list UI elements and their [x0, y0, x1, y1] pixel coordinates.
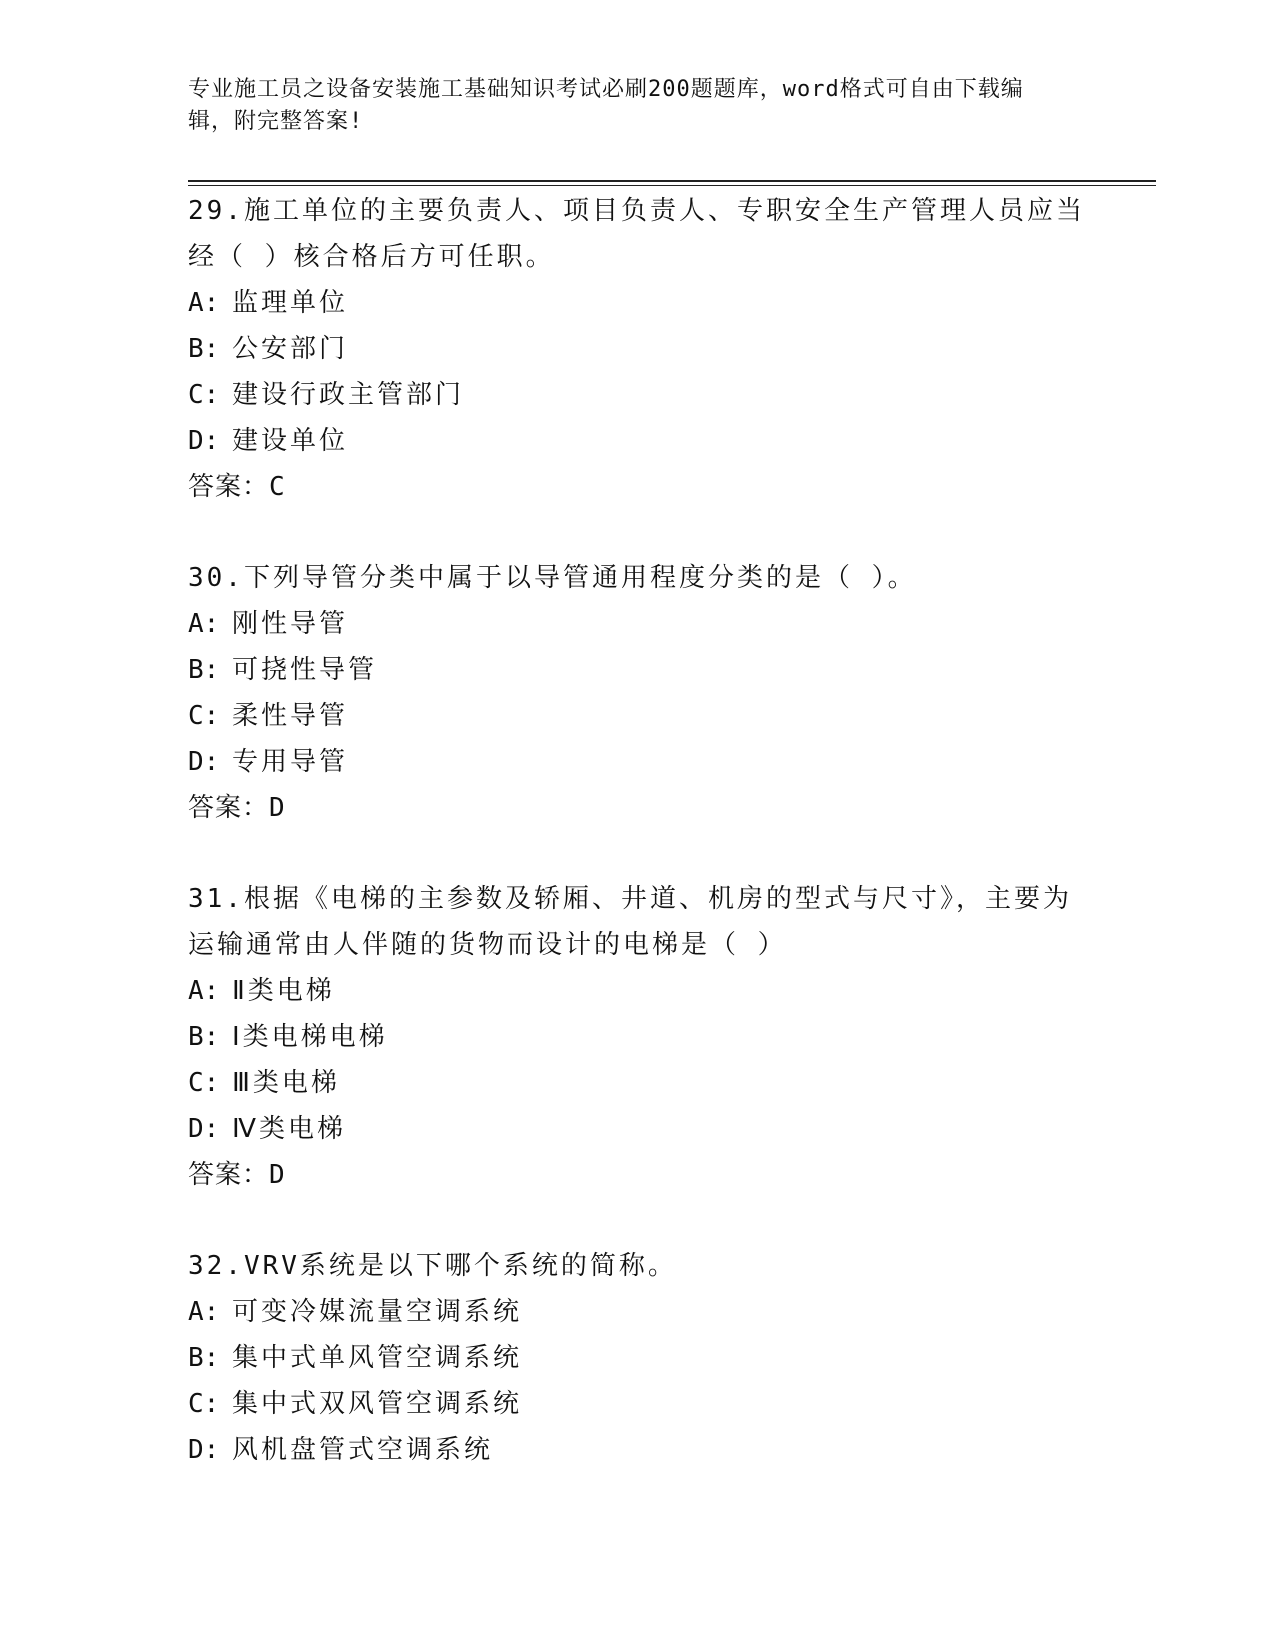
option-text: Ⅱ类电梯	[232, 976, 335, 1006]
document-header: 专业施工员之设备安装施工基础知识考试必刷200题题库，word格式可自由下载编辑，附完整答案!	[188, 77, 1024, 134]
option-text: 集中式双风管空调系统	[232, 1389, 523, 1419]
answer-value: D	[269, 1160, 285, 1190]
answer-label: 答案：	[188, 472, 270, 502]
option-text: 风机盘管式空调系统	[232, 1435, 494, 1465]
option-a	[188, 280, 1088, 326]
option-text: 建设行政主管部门	[232, 380, 465, 410]
option-d	[188, 1106, 1088, 1152]
option-a	[188, 601, 1088, 647]
option-key: D:	[188, 1114, 220, 1144]
option-c	[188, 693, 1088, 739]
option-key: A:	[188, 976, 220, 1006]
option-text: 集中式单风管空调系统	[232, 1343, 523, 1373]
option-b	[188, 647, 1088, 693]
answer-label: 答案：	[188, 793, 270, 823]
option-b	[188, 1335, 1088, 1381]
option-c	[188, 1381, 1088, 1427]
option-key: C:	[188, 1068, 220, 1098]
question-stem: 31.根据《电梯的主参数及轿厢、井道、机房的型式与尺寸》，主要为运输通常由人伴随的货物而设计的电梯是（ ）	[188, 884, 1072, 960]
question-stem: 29.施工单位的主要负责人、项目负责人、专职安全生产管理人员应当经（ ）核合格后方可任职。	[188, 196, 1085, 272]
question-30	[188, 555, 1088, 831]
option-text: 公安部门	[232, 334, 349, 364]
option-b	[188, 1014, 1088, 1060]
answer-value: D	[269, 793, 285, 823]
option-text: 刚性导管	[232, 609, 349, 639]
answer-label: 答案：	[188, 1160, 270, 1190]
option-d	[188, 418, 1088, 464]
answer-value: C	[269, 472, 285, 502]
question-29	[188, 188, 1088, 510]
answer-line	[188, 785, 1088, 831]
option-text: 可挠性导管	[232, 655, 378, 685]
header-divider	[188, 180, 1156, 182]
option-text: 专用导管	[232, 747, 349, 777]
question-32	[188, 1243, 1088, 1473]
option-d	[188, 739, 1088, 785]
option-a	[188, 1289, 1088, 1335]
option-key: B:	[188, 1022, 220, 1052]
question-stem: 30.下列导管分类中属于以导管通用程度分类的是（ ）。	[188, 563, 917, 593]
option-key: B:	[188, 1343, 220, 1373]
question-stem: 32.VRV系统是以下哪个系统的简称。	[188, 1251, 677, 1281]
option-key: B:	[188, 655, 220, 685]
option-text: 建设单位	[232, 426, 349, 456]
option-c	[188, 372, 1088, 418]
option-key: A:	[188, 1297, 220, 1327]
option-d	[188, 1427, 1088, 1473]
option-text: 柔性导管	[232, 701, 349, 731]
option-key: A:	[188, 288, 220, 318]
option-key: C:	[188, 380, 220, 410]
answer-line	[188, 464, 1088, 510]
option-a	[188, 968, 1088, 1014]
option-key: B:	[188, 334, 220, 364]
option-key: A:	[188, 609, 220, 639]
header-divider-thin	[188, 185, 1156, 186]
option-key: C:	[188, 701, 220, 731]
option-text: 可变冷媒流量空调系统	[232, 1297, 523, 1327]
option-c	[188, 1060, 1088, 1106]
option-key: D:	[188, 426, 220, 456]
option-key: C:	[188, 1389, 220, 1419]
option-text: 监理单位	[232, 288, 349, 318]
answer-line	[188, 1152, 1088, 1198]
option-key: D:	[188, 747, 220, 777]
option-text: Ⅳ类电梯	[232, 1114, 346, 1144]
option-b	[188, 326, 1088, 372]
option-key: D:	[188, 1435, 220, 1465]
question-31	[188, 876, 1088, 1198]
option-text: Ⅲ类电梯	[232, 1068, 340, 1098]
option-text: Ⅰ类电梯电梯	[232, 1022, 388, 1052]
